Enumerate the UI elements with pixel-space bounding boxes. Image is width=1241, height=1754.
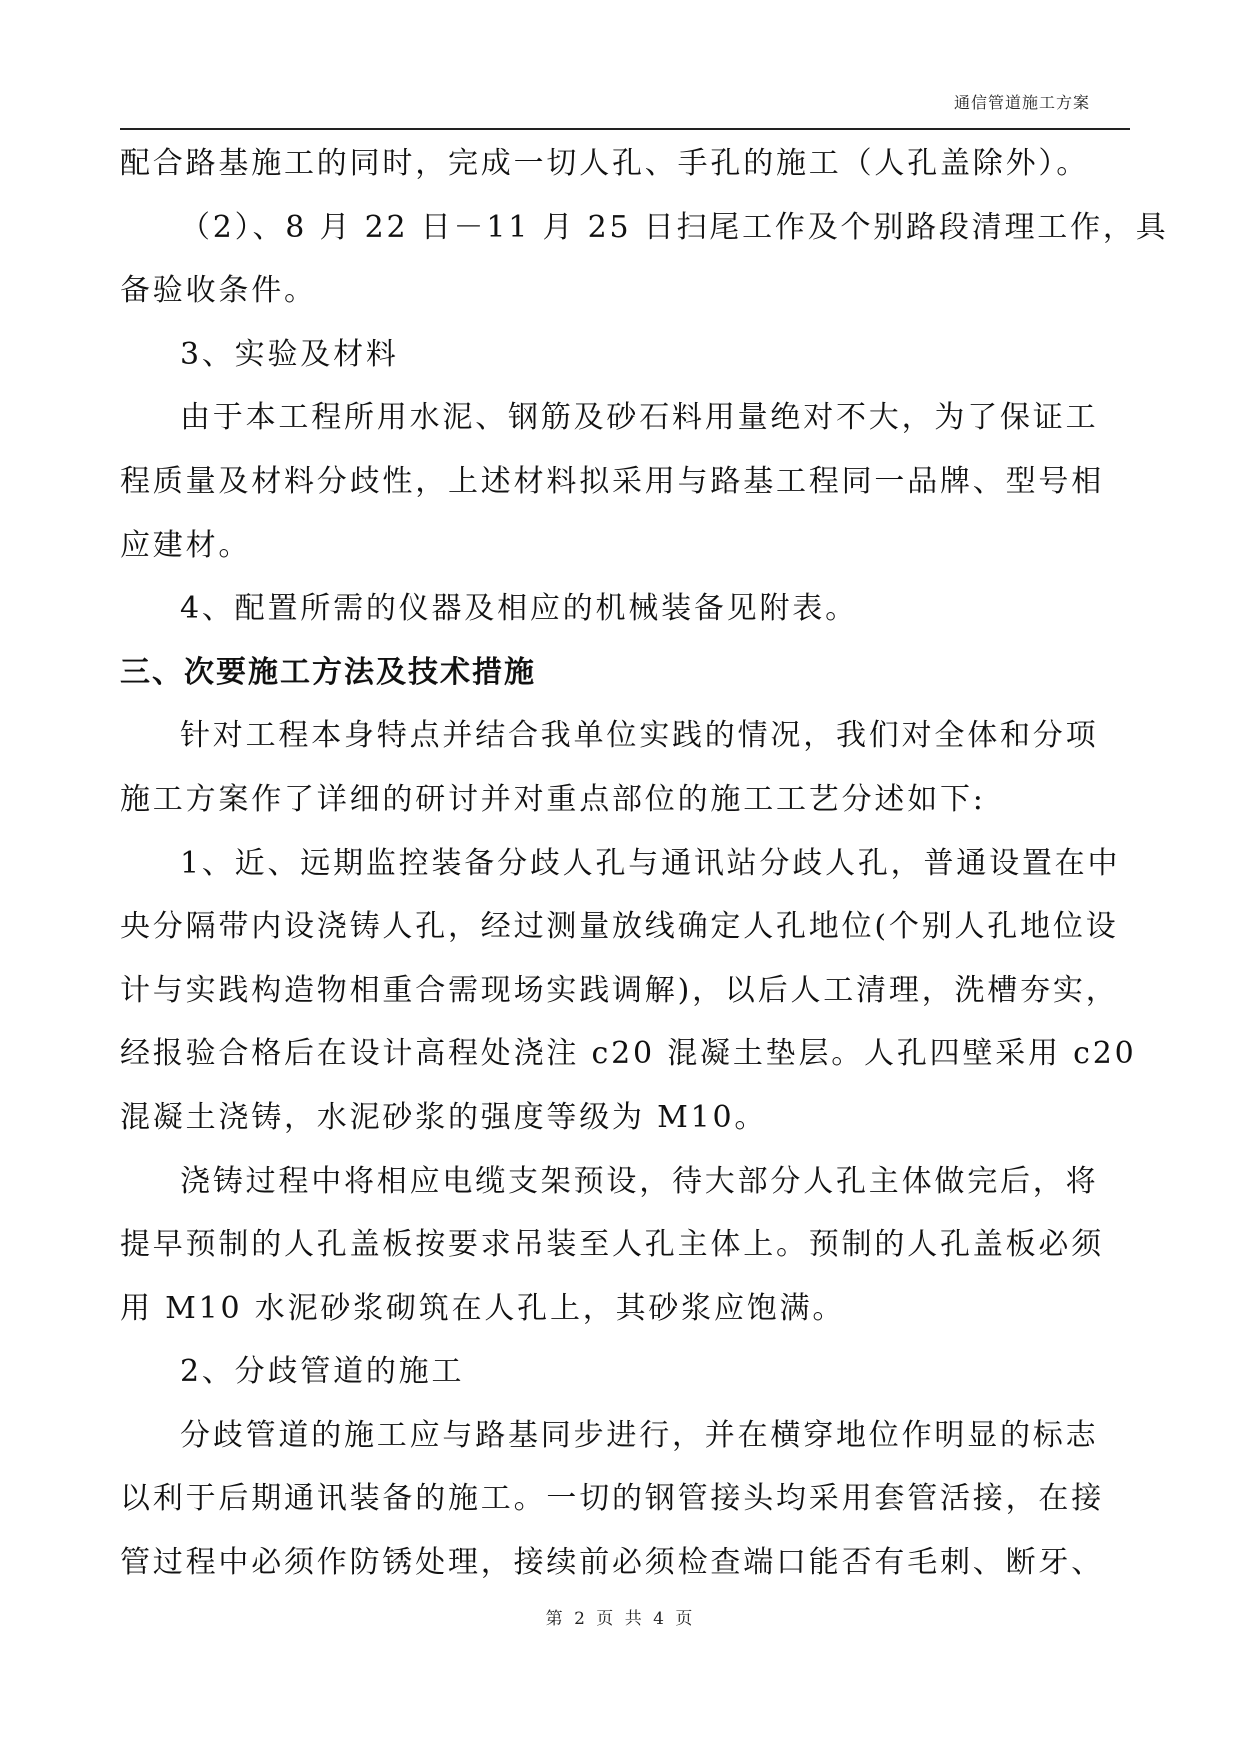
paragraph-line: 应建材。 <box>120 527 252 563</box>
paragraph-line: 管过程中必须作防锈处理，接续前必须检查端口能否有毛刺、断牙、 <box>120 1545 1104 1581</box>
paragraph-line: 浇铸过程中将相应电缆支架预设，待大部分人孔主体做完后，将 <box>180 1163 1099 1199</box>
paragraph-line: 混凝土浇铸，水泥砂浆的强度等级为 M10。 <box>120 1099 768 1135</box>
document-body <box>120 132 1169 1595</box>
page-number: 第 2 页 共 4 页 <box>545 1609 696 1629</box>
paragraph-line: 由于本工程所用水泥、钢筋及砂石料用量绝对不大，为了保证工 <box>180 400 1099 436</box>
subheading: 2、分歧管道的施工 <box>180 1354 465 1390</box>
paragraph-line: 提早预制的人孔盖板按要求吊装至人孔主体上。预制的人孔盖板必须 <box>120 1227 1104 1263</box>
paragraph-line: 计与实践构造物相重合需现场实践调解)，以后人工清理，洗槽夯实， <box>120 972 1119 1008</box>
paragraph-line: 经报验合格后在设计高程处浇注 c20 混凝土垫层。人孔四壁采用 c20 <box>120 1036 1137 1072</box>
paragraph-line: 用 M10 水泥砂浆砌筑在人孔上，其砂浆应饱满。 <box>120 1290 846 1326</box>
paragraph-line: 备验收条件。 <box>120 273 317 309</box>
paragraph-line: 针对工程本身特点并结合我单位实践的情况，我们对全体和分项 <box>180 718 1099 754</box>
paragraph-line: 央分隔带内设浇铸人孔，经过测量放线确定人孔地位(个别人孔地位设 <box>120 909 1119 945</box>
section-heading: 三、次要施工方法及技术措施 <box>120 654 536 690</box>
page-header <box>120 80 1130 130</box>
subheading: 3、实验及材料 <box>180 336 399 372</box>
paragraph-line: 1、近、远期监控装备分歧人孔与通讯站分歧人孔，普通设置在中 <box>180 845 1121 881</box>
paragraph-line: 配合路基施工的同时，完成一切人孔、手孔的施工（人孔盖除外）。 <box>120 146 1089 181</box>
paragraph-line: 程质量及材料分歧性，上述材料拟采用与路基工程同一品牌、型号相 <box>120 463 1104 499</box>
paragraph-line: 施工方案作了详细的研讨并对重点部位的施工工艺分述如下: <box>120 781 986 817</box>
subheading: 4、配置所需的仪器及相应的机械装备见附表。 <box>180 591 858 627</box>
paragraph-line: 以利于后期通讯装备的施工。一切的钢管接头均采用套管活接，在接 <box>120 1481 1104 1517</box>
paragraph-line: （2）、8 月 22 日－11 月 25 日扫尾工作及个别路段清理工作，具 <box>180 209 1169 245</box>
paragraph-line: 分歧管道的施工应与路基同步进行，并在横穿地位作明显的标志 <box>180 1417 1099 1453</box>
header-title: 通信管道施工方案 <box>953 93 1090 112</box>
